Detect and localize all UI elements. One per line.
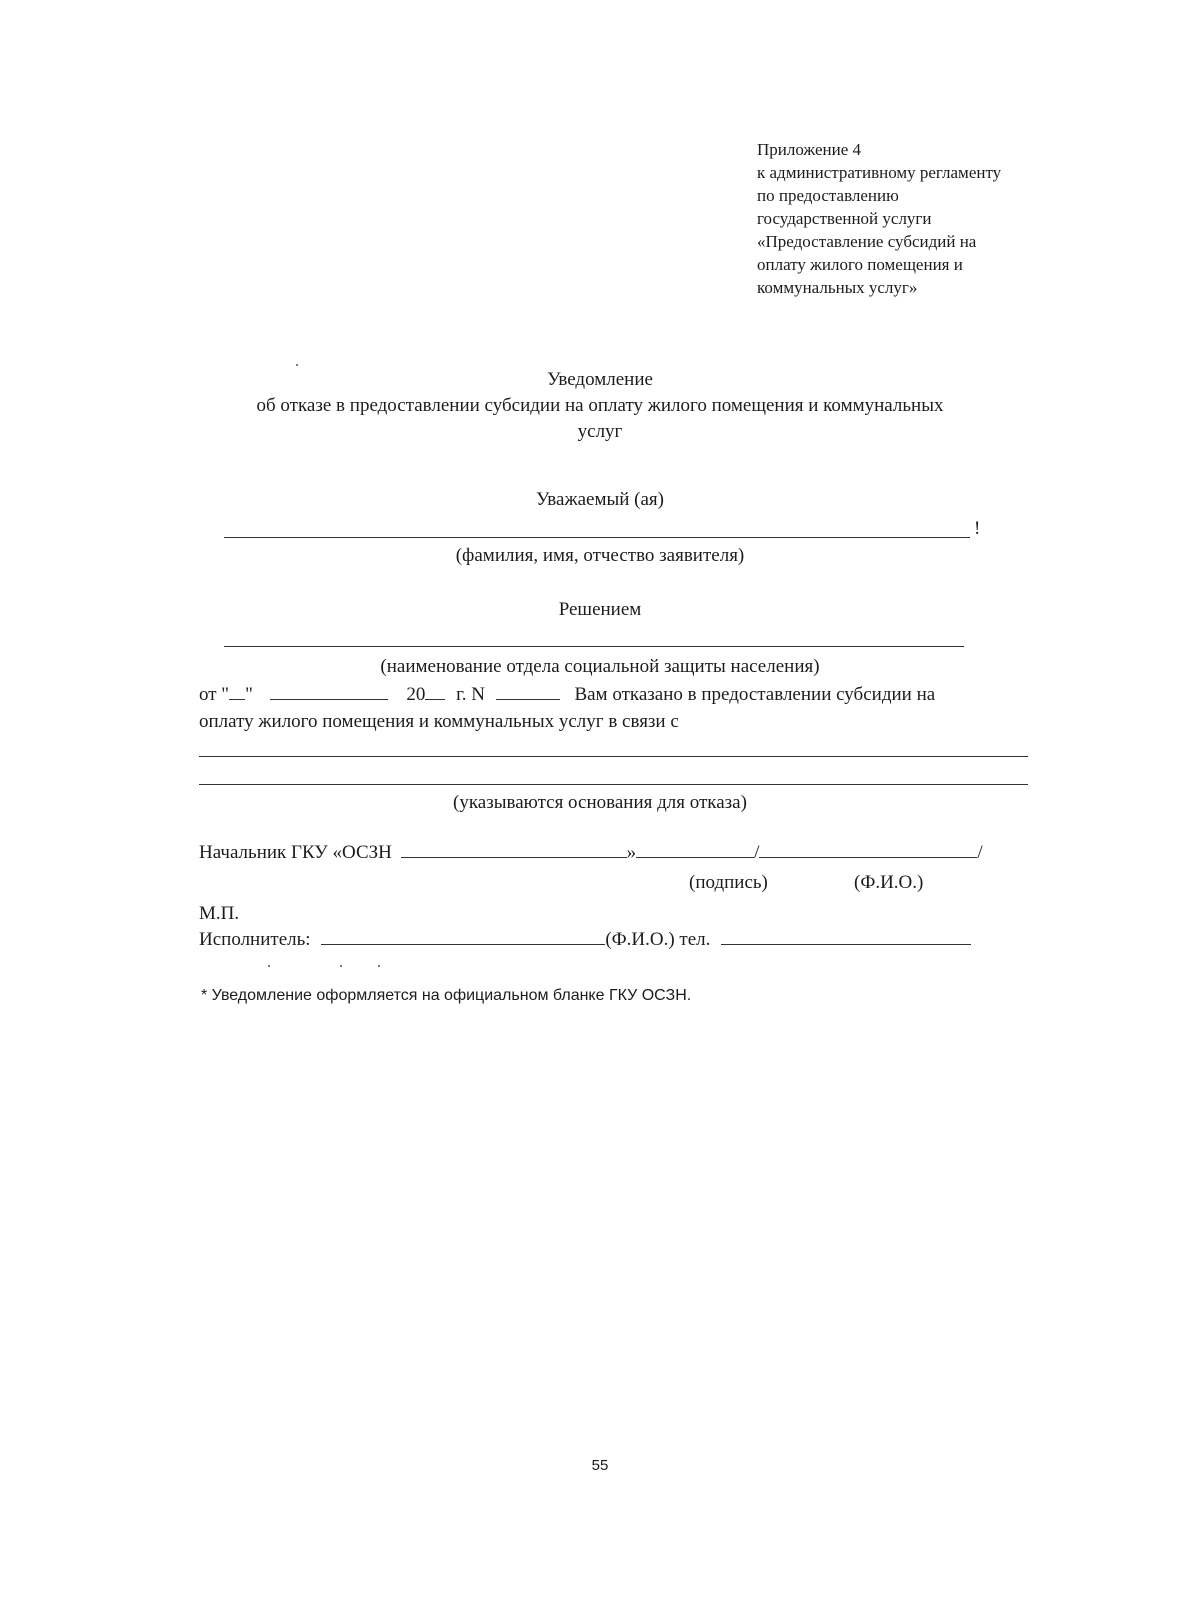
head-org-blank <box>401 843 627 858</box>
slash-1: / <box>754 842 760 863</box>
footnote: * Уведомление оформляется на официальном бланке ГКУ ОСЗН. <box>201 987 692 1004</box>
appendix-line: Приложение 4 <box>757 140 861 159</box>
reason-line-2 <box>199 784 1028 785</box>
appendix-line: государственной услуги <box>757 209 932 228</box>
head-quote-close: » <box>626 842 637 863</box>
notice-subtitle-line2: услуг <box>577 421 623 442</box>
executor-fio-label: (Ф.И.О.) тел. <box>605 929 711 950</box>
head-signature-line <box>199 842 983 864</box>
applicant-name-line <box>224 537 970 538</box>
refused-text: Вам отказано в предоставлении субсидии на <box>574 684 936 705</box>
applicant-name-caption: (фамилия, имя, отчество заявителя) <box>455 545 745 566</box>
fio-blank <box>759 843 977 858</box>
scan-speck <box>340 965 342 967</box>
date-quote-close: " <box>245 684 253 705</box>
page-number: 55 <box>591 1457 609 1474</box>
signature-blank <box>636 843 754 858</box>
greeting-exclamation: ! <box>974 518 981 539</box>
date-from-prefix: от " <box>199 684 230 705</box>
year-blank <box>425 685 445 700</box>
day-blank <box>229 685 245 700</box>
fio-caption: (Ф.И.О.) <box>854 872 924 893</box>
number-prefix: г. N <box>456 684 485 705</box>
executor-line <box>199 929 971 951</box>
appendix-line: по предоставлению <box>757 186 899 205</box>
number-blank <box>496 685 560 700</box>
signature-caption: (подпись) <box>689 872 768 893</box>
appendix-line: «Предоставление субсидий на <box>757 232 977 251</box>
decision-date-line <box>199 684 935 706</box>
appendix-block <box>757 138 1077 299</box>
appendix-line: оплату жилого помещения и <box>757 255 963 274</box>
decision-line2: оплату жилого помещения и коммунальных услуг в связи с <box>199 711 679 732</box>
department-name-line <box>224 646 964 647</box>
slash-2: / <box>977 842 983 863</box>
executor-label: Исполнитель: <box>199 929 311 950</box>
reason-line-1 <box>199 756 1028 757</box>
executor-name-blank <box>321 930 605 945</box>
appendix-line: к административному регламенту <box>757 163 1002 182</box>
notice-title: Уведомление <box>547 369 653 390</box>
notice-subtitle-line1: об отказе в предоставлении субсидии на оплату жилого помещения и коммунальных <box>256 395 944 416</box>
year-prefix: 20 <box>406 684 426 705</box>
appendix-line: коммунальных услуг» <box>757 278 918 297</box>
greeting-label: Уважаемый (ая) <box>536 489 664 510</box>
department-caption: (наименование отдела социальной защиты населения) <box>380 656 820 677</box>
scan-speck <box>296 364 298 366</box>
reasons-caption: (указываются основания для отказа) <box>453 792 747 813</box>
stamp-label: М.П. <box>199 903 240 924</box>
phone-blank <box>721 930 971 945</box>
decision-label: Решением <box>558 599 642 620</box>
head-label: Начальник ГКУ «ОСЗН <box>199 842 392 863</box>
month-blank <box>270 685 388 700</box>
scan-speck <box>378 965 380 967</box>
scan-speck <box>268 965 270 967</box>
